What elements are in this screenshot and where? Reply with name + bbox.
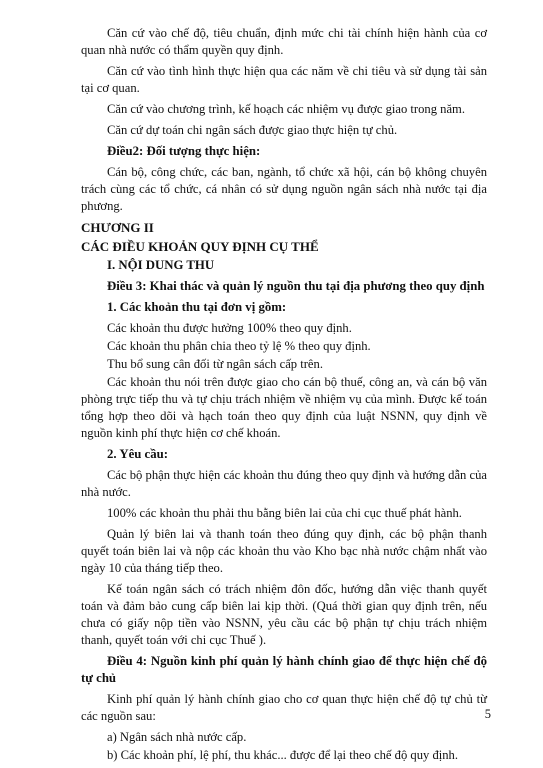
list-item: Các khoản thu được hưởng 100% theo quy định.	[107, 321, 352, 335]
paragraph: Các khoản thu nói trên được giao cho cán bộ thuế, công an, và cán bộ văn phòng trực tiếp thu và tự chịu trách nhiệm về nhiệm vụ của mình. Được kế toán tổng hợp theo dõi và hạch toán theo quy định của luật NSNN, quy định về nguồn kinh phí thực hiện cơ chế khoán.	[81, 375, 487, 440]
paragraph: Kinh phí quản lý hành chính giao cho cơ quan thực hiện chế độ tự chủ từ các nguồn sau:	[81, 692, 487, 723]
paragraph: Các bộ phận thực hiện các khoản thu đúng theo quy định và hướng dẫn của nhà nước.	[81, 468, 487, 499]
section-heading: I. NỘI DUNG THU	[107, 258, 215, 272]
paragraph: Kế toán ngân sách có trách nhiệm đôn đốc, hướng dẫn việc thanh quyết toán và đảm bảo cung cấp biên lai kịp thời. (Quá thời gian quy định trên, nếu chưa có giấy nộp tiền vào NSNN, yêu cầu các bộ phận tự chịu trách nhiệm thanh, quyết toán với chi cục Thuế ).	[81, 582, 487, 647]
subsection-heading: 1. Các khoản thu tại đơn vị gồm:	[107, 300, 287, 314]
chapter-heading: CHƯƠNG II	[81, 220, 154, 235]
paragraph: 100% các khoản thu phải thu bằng biên lai của chi cục thuế phát hành.	[107, 506, 462, 520]
list-item: a) Ngân sách nhà nước cấp.	[107, 730, 247, 744]
subsection-heading: 2. Yêu cầu:	[107, 447, 169, 461]
list-item: b) Các khoản phí, lệ phí, thu khác... được để lại theo chế độ quy định.	[107, 748, 458, 762]
list-item: Các khoản thu phân chia theo tỷ lệ % theo quy định.	[107, 339, 371, 353]
paragraph: Căn cứ dự toán chi ngân sách được giao thực hiện tự chủ.	[107, 123, 398, 137]
paragraph: Quản lý biên lai và thanh toán theo đúng quy định, các bộ phận thanh quyết toán biên lai và nộp các khoản thu vào Kho bạc nhà nước chậm nhất vào ngày 10 của tháng tiếp theo.	[81, 527, 487, 575]
article-3-heading: Điều 3: Khai thác và quản lý nguồn thu tại địa phương theo quy định	[107, 279, 485, 293]
paragraph: Căn cứ vào chương trình, kế hoạch các nhiệm vụ được giao trong năm.	[107, 102, 465, 116]
paragraph: Căn cứ vào chế độ, tiêu chuẩn, định mức chi tài chính hiện hành của cơ quan nhà nước có thẩm quyền quy định.	[81, 26, 487, 57]
article-4-heading: Điều 4: Nguồn kinh phí quản lý hành chính giao để thực hiện chế độ tự chủ	[81, 654, 487, 685]
list-item: Thu bổ sung cân đối từ ngân sách cấp trên.	[107, 357, 323, 371]
article-2-heading: Điều2: Đối tượng thực hiện:	[107, 144, 261, 158]
paragraph: Căn cứ vào tình hình thực hiện qua các năm về chi tiêu và sử dụng tài sản tại cơ quan.	[81, 64, 487, 95]
paragraph: Cán bộ, công chức, các ban, ngành, tổ chức xã hội, cán bộ không chuyên trách cùng các tổ chức, cá nhân có sử dụng nguồn ngân sách nhà nước tại địa phương.	[81, 165, 487, 213]
page-number: 5	[484, 707, 491, 721]
chapter-title: CÁC ĐIỀU KHOẢN QUY ĐỊNH CỤ THỂ	[81, 239, 319, 254]
